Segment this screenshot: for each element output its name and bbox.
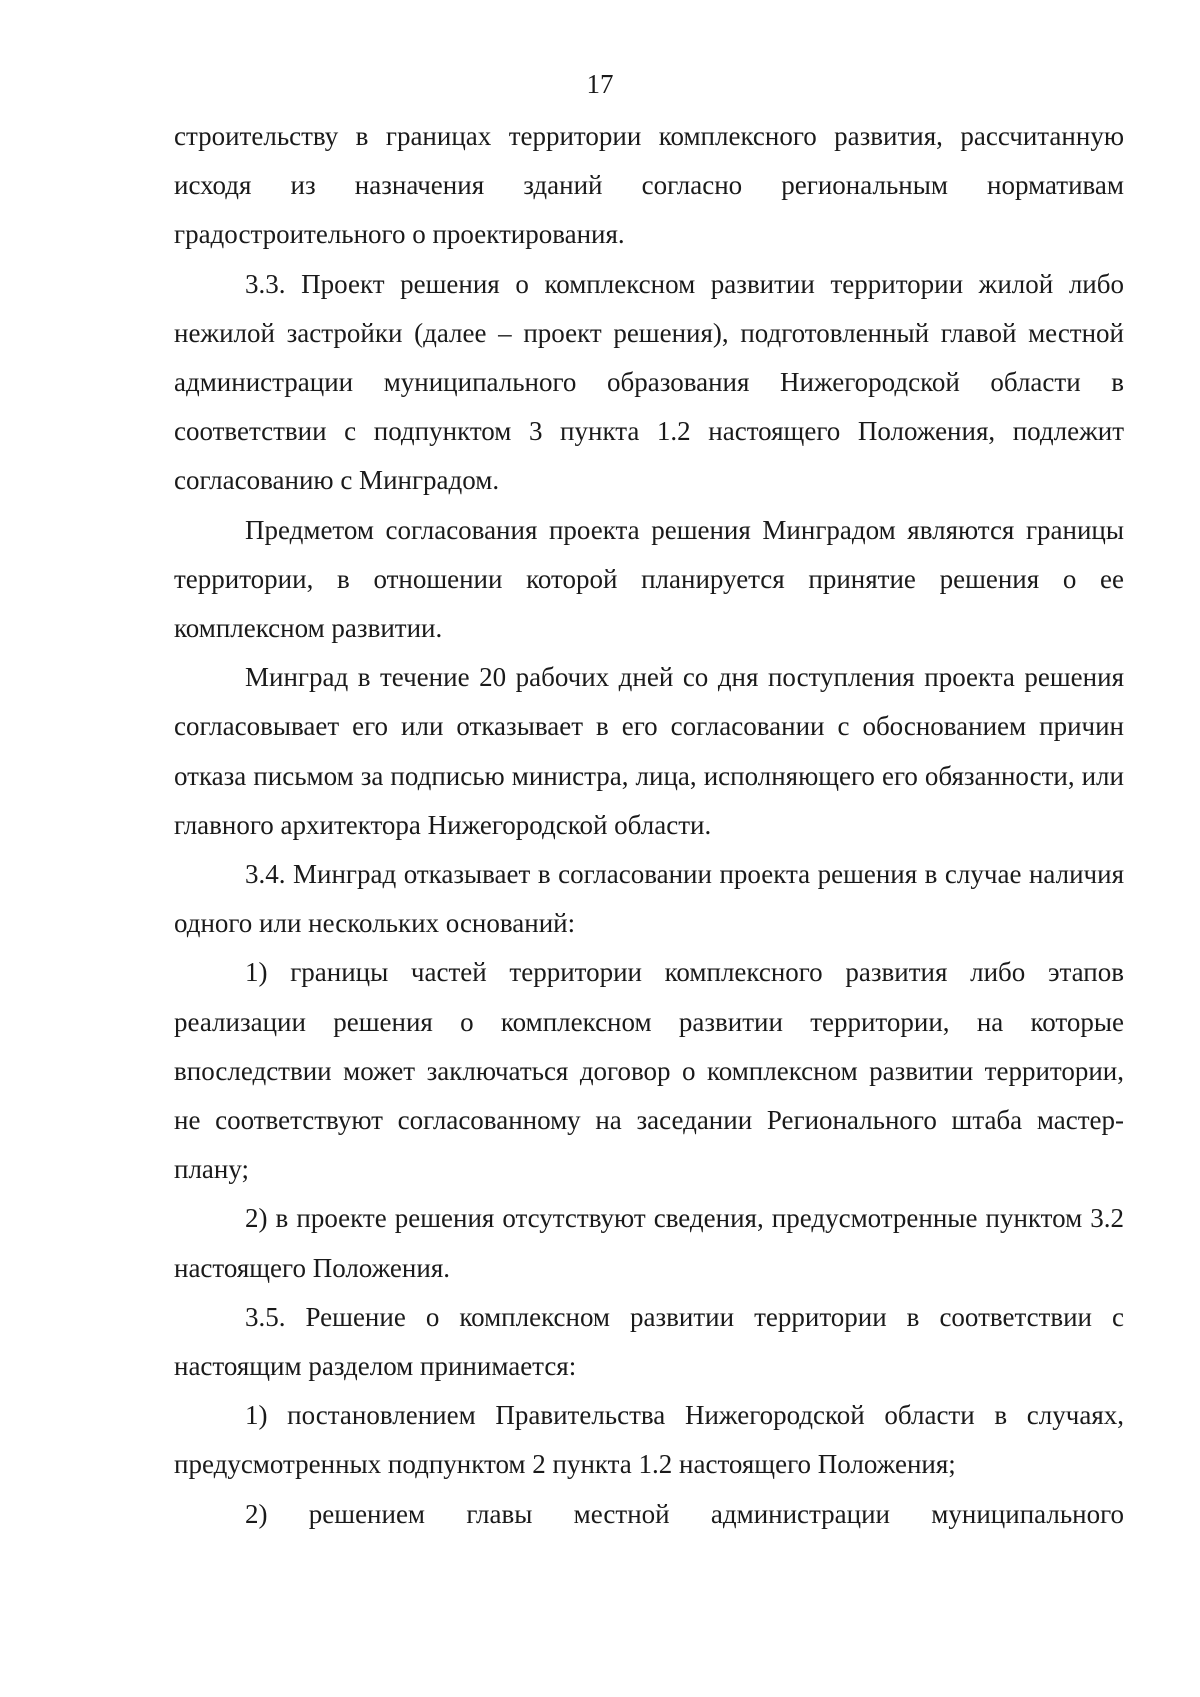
paragraph-3-4: 3.4. Минград отказывает в согласовании проекта решения в случае наличия одного или нескольких оснований: [174, 859, 1124, 939]
list-item-3-5-1: 1) постановлением Правительства Нижегородской области в случаях, предусмотренных подпунктом 2 пункта 1.2 настоящего Положения; [174, 1400, 1124, 1480]
paragraph-3-5: 3.5. Решение о комплексном развитии территории в соответствии с настоящим разделом принимается: [174, 1301, 1124, 1382]
paragraph-subject-of-approval: Предметом согласования проекта решения Минградом являются границы территории, в отношении которой планируется принятие решения о ее комплексном развитии. [174, 514, 1124, 644]
document-body [174, 112, 1124, 1539]
list-item-3-4-1: 1) границы частей территории комплексного развития либо этапов реализации решения о комплексном развитии территории, на которые впоследствии может заключаться договор о комплексном развитии территории, не соответствуют согласованному на заседании Регионального штаба мастер-плану; [174, 957, 1124, 1185]
list-item-3-5-2: 2) решением главы местной администрации муниципального [245, 1498, 1124, 1529]
list-item-3-4-2: 2) в проекте решения отсутствуют сведения, предусмотренные пунктом 3.2 настоящего Положения. [174, 1203, 1124, 1283]
paragraph-continuation: строительству в границах территории комплексного развития, рассчитанную исходя из назначения зданий согласно региональным нормативам градостроительного о проектирования. [174, 121, 1124, 250]
page-number: 17 [586, 69, 614, 99]
paragraph-approval-term: Минград в течение 20 рабочих дней со дня поступления проекта решения согласовывает его или отказывает в его согласовании с обоснованием причин отказа письмом за подписью министра, лица, исполняющего его обязанности, или главного архитектора Нижегородской области. [174, 662, 1124, 840]
paragraph-3-3: 3.3. Проект решения о комплексном развитии территории жилой либо нежилой застройки (далее – проект решения), подготовленный главой местной администрации муниципального образования Нижегородской области в соответствии с подпунктом 3 пункта 1.2 настоящего Положения, подлежит согласованию с Минградом. [174, 268, 1124, 496]
